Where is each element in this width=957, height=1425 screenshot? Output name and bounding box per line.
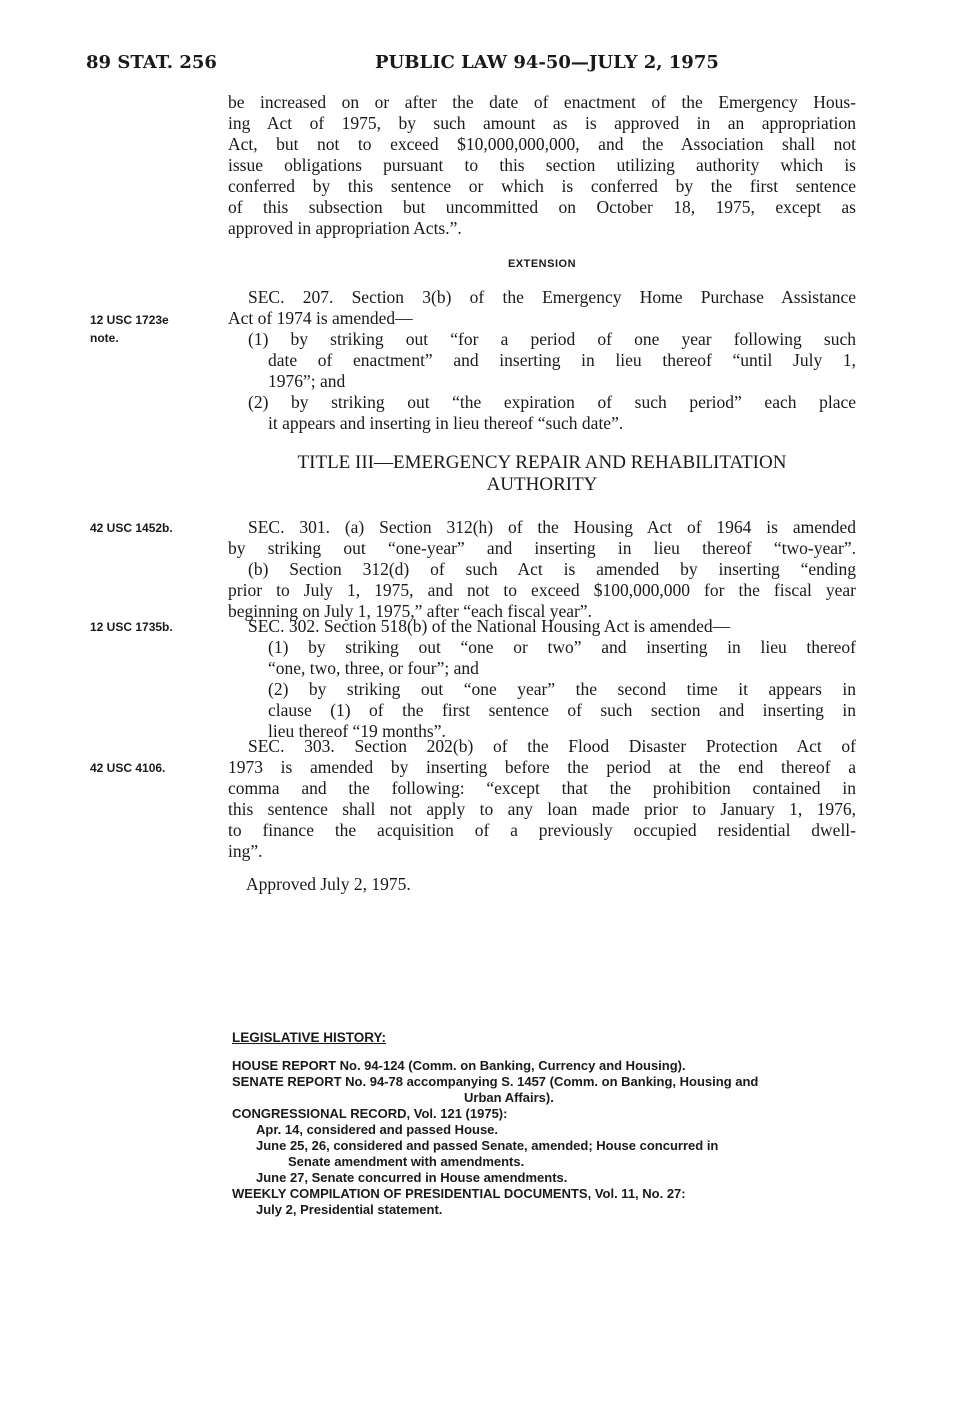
legislative-history-heading: LEGISLATIVE HISTORY: [232, 1030, 387, 1045]
text-line: SEC. 207. Section 3(b) of the Emergency Home Purchase Assistance [248, 287, 856, 307]
text-line: approved in appropriation Acts.”. [228, 218, 462, 238]
section-301 [228, 517, 856, 622]
text-line: it appears and inserting in lieu thereof “such date”. [268, 413, 624, 433]
title-iii-heading [228, 452, 856, 496]
text-line: this sentence shall not apply to any loan made prior to January 1, 1976, [228, 799, 856, 819]
margin-note-12-usc-1735b: 12 USC 1735b. [90, 620, 173, 634]
record-entry-cont: Senate amendment with amendments. [288, 1154, 525, 1169]
text-line: beginning on July 1, 1975,” after “each fiscal year”. [228, 601, 592, 621]
text-line: prior to July 1, 1975, and not to exceed $100,000,000 for the fiscal year [228, 580, 856, 600]
text-line: SEC. 302. Section 518(b) of the National Housing Act is amended— [248, 616, 731, 636]
text-line: (2) by striking out “the expiration of such period” each place [248, 392, 856, 412]
text-line: of this subsection but uncommitted on October 18, 1975, except as [228, 197, 856, 217]
intro-paragraph [228, 92, 856, 239]
congressional-record: CONGRESSIONAL RECORD, Vol. 121 (1975): [232, 1106, 508, 1121]
text-line: (b) Section 312(d) of such Act is amended by inserting “ending [248, 559, 856, 579]
text-line: “one, two, three, or four”; and [268, 658, 479, 678]
senate-report: SENATE REPORT No. 94-78 accompanying S. 1457 (Comm. on Banking, Housing and [232, 1074, 759, 1089]
record-entry: June 25, 26, considered and passed Senate, amended; House concurred in [256, 1138, 719, 1153]
text-line: (1) by striking out “for a period of one year following such [248, 329, 856, 349]
senate-report-cont: Urban Affairs). [464, 1090, 554, 1105]
section-303 [228, 736, 856, 862]
house-report: HOUSE REPORT No. 94-124 (Comm. on Banking, Currency and Housing). [232, 1058, 686, 1073]
text-line: issue obligations pursuant to this section utilizing authority which is [228, 155, 856, 175]
text-line: SEC. 303. Section 202(b) of the Flood Disaster Protection Act of [248, 736, 856, 756]
public-law-title: PUBLIC LAW 94-50—JULY 2, 1975 [375, 52, 719, 73]
text-line: be increased on or after the date of enactment of the Emergency Hous- [228, 92, 856, 112]
text-line: 1973 is amended by inserting before the period at the end thereof a [228, 757, 856, 777]
text-line: 1976”; and [268, 371, 346, 391]
record-entry: June 27, Senate concurred in House amendments. [256, 1170, 568, 1185]
weekly-compilation: WEEKLY COMPILATION OF PRESIDENTIAL DOCUMENTS, Vol. 11, No. 27: [232, 1186, 686, 1201]
weekly-entry: July 2, Presidential statement. [256, 1202, 443, 1217]
text-line: lieu thereof “19 months”. [268, 721, 446, 741]
text-line: ing”. [228, 841, 263, 861]
text-line: SEC. 301. (a) Section 312(h) of the Housing Act of 1964 is amended [248, 517, 856, 537]
text-line: Act of 1974 is amended— [228, 308, 413, 328]
title-iii-line-2: AUTHORITY [486, 474, 598, 495]
text-line: Act, but not to exceed $10,000,000,000, and the Association shall not [228, 134, 856, 154]
text-line: conferred by this sentence or which is conferred by the first sentence [228, 176, 856, 196]
section-207 [228, 287, 856, 434]
margin-note-42-usc-1452b: 42 USC 1452b. [90, 521, 173, 535]
margin-note-42-usc-4106: 42 USC 4106. [90, 761, 166, 775]
extension-heading: EXTENSION [507, 258, 577, 270]
section-302 [228, 616, 856, 742]
margin-note-12-usc-1723e: 12 USC 1723e [90, 313, 169, 327]
text-line: (1) by striking out “one or two” and inserting in lieu thereof [268, 637, 856, 657]
text-line: to finance the acquisition of a previously occupied residential dwell- [228, 820, 856, 840]
text-line: by striking out “one-year” and inserting in lieu thereof “two-year”. [228, 538, 856, 558]
text-line: comma and the following: “except that the prohibition contained in [228, 778, 856, 798]
text-line: ing Act of 1975, by such amount as is approved in an appropriation [228, 113, 856, 133]
text-line: date of enactment” and inserting in lieu thereof “until July 1, [268, 350, 856, 370]
text-line: clause (1) of the first sentence of such section and inserting in [268, 700, 856, 720]
legislative-history [232, 1058, 856, 1218]
text-line: (2) by striking out “one year” the second time it appears in [268, 679, 856, 699]
margin-note-note: note. [90, 331, 119, 345]
approved-date: Approved July 2, 1975. [246, 874, 411, 894]
statute-page-number: 89 STAT. 256 [86, 52, 217, 73]
title-iii-line-1: TITLE III—EMERGENCY REPAIR AND REHABILITATION [297, 452, 787, 473]
record-entry: Apr. 14, considered and passed House. [256, 1122, 499, 1137]
